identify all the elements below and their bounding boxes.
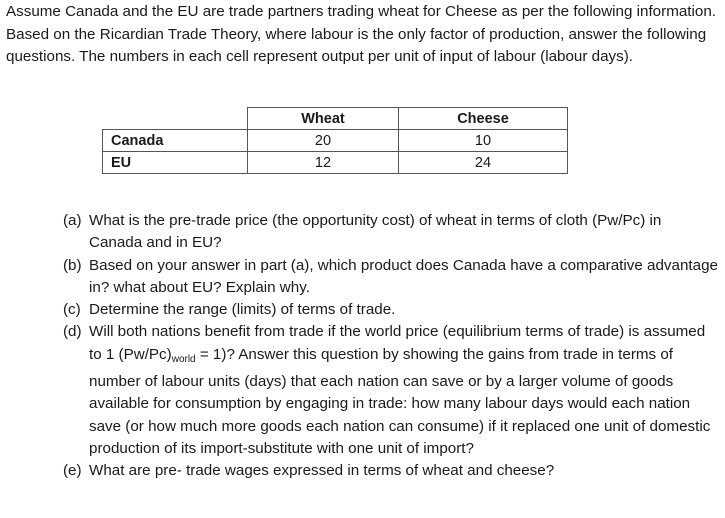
- question-text-part: Will both nations benefit from trade if the world price (equilibrium terms of trade) is assumed to 1 (Pw/Pc): [89, 323, 706, 363]
- cell-canada-cheese: 10: [399, 130, 568, 152]
- header-cheese: Cheese: [399, 108, 568, 130]
- question-text: [89, 321, 718, 460]
- question-text: What is the pre-trade price (the opportunity cost) of wheat in terms of cloth (Pw/Pc) in Canada and in EU?: [89, 212, 662, 252]
- question-c: [63, 299, 718, 321]
- question-a: [63, 210, 718, 255]
- question-marker: (b): [63, 256, 82, 274]
- output-per-labour-table: [102, 107, 568, 174]
- world-subscript: world: [171, 353, 196, 365]
- intro-paragraph: Assume Canada and the EU are trade partners trading wheat for Cheese as per the following information. Based on the Ricardian Trade Theory, where labour is the only factor of production, answer the following questions. The numbers in each cell represent output per unit of input of labour (labour days).: [6, 3, 716, 65]
- row-label-eu: EU: [103, 152, 248, 174]
- question-marker: (c): [63, 301, 81, 319]
- cell-canada-wheat: 20: [248, 130, 399, 152]
- question-marker: (a): [63, 212, 82, 229]
- cell-eu-cheese: 24: [399, 152, 568, 174]
- question-text: Determine the range (limits) of terms of trade.: [89, 301, 396, 319]
- cell-eu-wheat: 12: [248, 152, 399, 174]
- table-row: [103, 152, 568, 174]
- row-label-canada: Canada: [103, 130, 248, 152]
- question-text: Based on your answer in part (a), which product does Canada have a comparative advantage in? what about EU? Explain why.: [89, 256, 718, 296]
- question-d: [63, 321, 718, 460]
- table-row: [103, 130, 568, 152]
- question-e: [63, 460, 718, 482]
- table-corner-cell: [103, 108, 248, 130]
- table-header-row: [103, 108, 568, 130]
- question-marker: (d): [63, 323, 82, 341]
- question-list: [63, 210, 718, 483]
- question-text: What are pre- trade wages expressed in terms of wheat and cheese?: [89, 462, 555, 480]
- header-wheat: Wheat: [248, 108, 399, 130]
- question-marker: (e): [63, 462, 82, 480]
- question-b: [63, 255, 718, 300]
- question-text-part: = 1)? Answer this question by showing the gains from trade in terms of number of labour units (days) that each nation can save or by a larger volume of goods available for consumption by engaging in trade: how many labour days would each nation save (or how much more goods each nation can consume) if it replaced one unit of domestic production of its import-substitute with one unit of import?: [89, 345, 711, 457]
